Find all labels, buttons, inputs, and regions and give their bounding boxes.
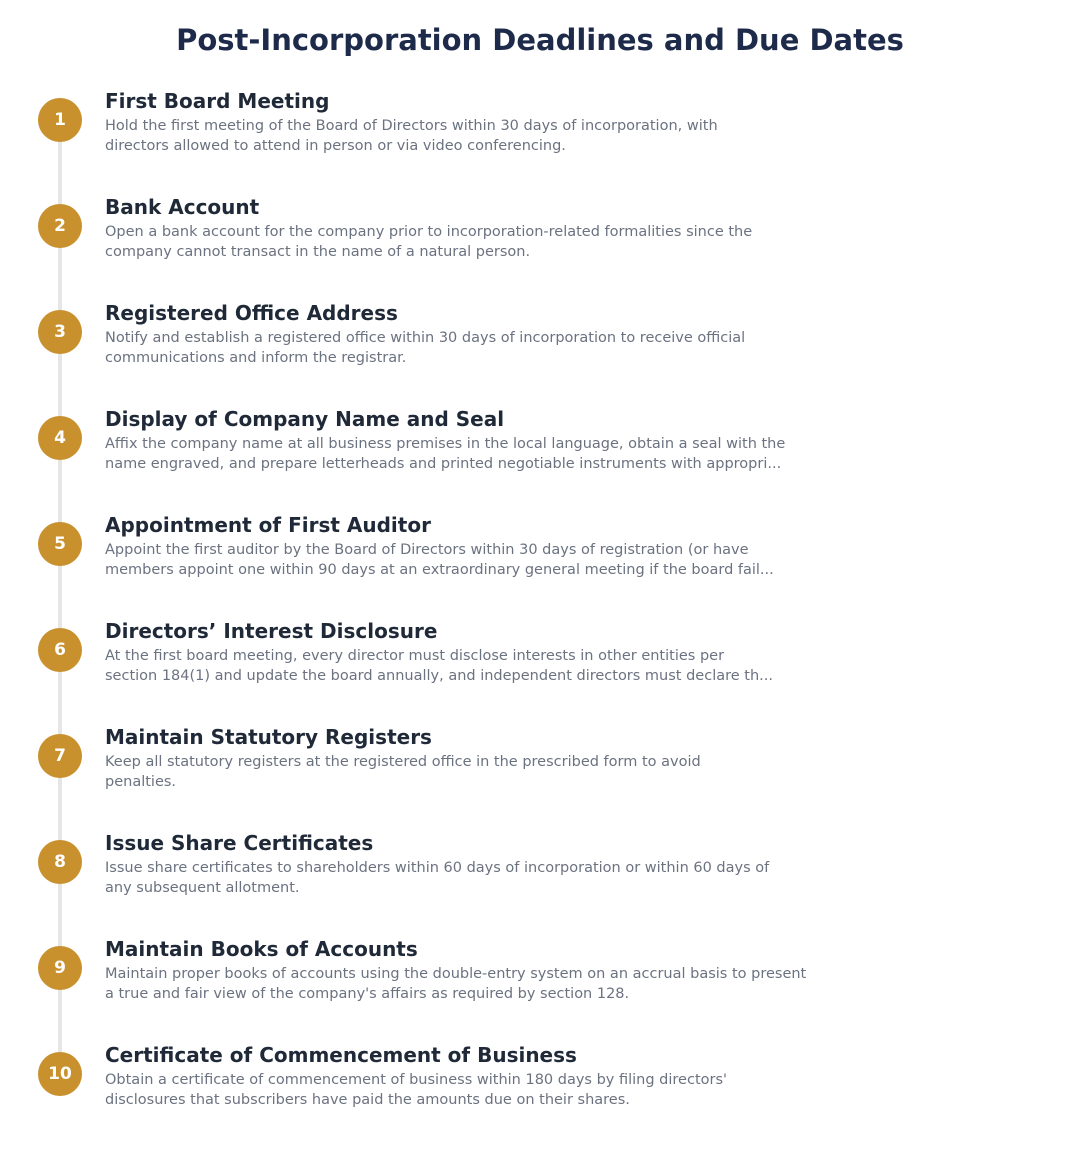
timeline-step	[0, 1043, 1080, 1158]
step-title: Issue Share Certificates	[105, 831, 374, 855]
step-number-badge: 2	[38, 204, 82, 248]
page-title: Post-Incorporation Deadlines and Due Dates	[176, 23, 904, 57]
step-number-badge: 7	[38, 734, 82, 778]
timeline-step	[0, 513, 1080, 628]
step-description: Issue share certificates to shareholders within 60 days of incorporation or within 60 days of any subsequent allotment.	[105, 860, 770, 896]
timeline-step	[0, 725, 1080, 840]
step-number-badge: 10	[38, 1052, 82, 1096]
timeline-step	[0, 89, 1080, 204]
step-title: Bank Account	[105, 195, 260, 219]
step-description: At the first board meeting, every director must disclose interests in other entities per section 184(1) and update the board annually, and independent directors must declare th...	[105, 648, 773, 684]
timeline-step	[0, 195, 1080, 310]
step-description: Appoint the first auditor by the Board of Directors within 30 days of registration (or have members appoint one within 90 days at an extraordinary general meeting if the board fail...	[105, 542, 774, 578]
timeline-step	[0, 619, 1080, 734]
step-description: Notify and establish a registered office within 30 days of incorporation to receive official communications and inform the registrar.	[105, 330, 746, 366]
timeline-step	[0, 407, 1080, 522]
step-number-badge: 5	[38, 522, 82, 566]
step-description: Maintain proper books of accounts using the double-entry system on an accrual basis to present a true and fair view of the company's affairs as required by section 128.	[105, 966, 807, 1002]
step-number-badge: 8	[38, 840, 82, 884]
step-description: Keep all statutory registers at the registered office in the prescribed form to avoid penalties.	[105, 754, 701, 790]
step-title: Certificate of Commencement of Business	[105, 1043, 577, 1067]
timeline-step	[0, 301, 1080, 416]
step-number-badge: 6	[38, 628, 82, 672]
step-title: Registered Office Address	[105, 301, 398, 325]
step-number-badge: 9	[38, 946, 82, 990]
step-number-badge: 4	[38, 416, 82, 460]
step-title: Display of Company Name and Seal	[105, 407, 505, 431]
step-title: Appointment of First Auditor	[105, 513, 431, 537]
step-title: First Board Meeting	[105, 89, 330, 113]
step-number-badge: 3	[38, 310, 82, 354]
step-description: Open a bank account for the company prior to incorporation-related formalities since the company cannot transact in the name of a natural person.	[105, 224, 753, 260]
step-description: Affix the company name at all business premises in the local language, obtain a seal with the name engraved, and prepare letterheads and printed negotiable instruments with appropri...	[105, 436, 786, 472]
timeline-step	[0, 831, 1080, 946]
step-number-badge: 1	[38, 98, 82, 142]
step-description: Obtain a certificate of commencement of business within 180 days by filing directors' disclosures that subscribers have paid the amounts due on their shares.	[105, 1072, 728, 1108]
timeline-step	[0, 937, 1080, 1052]
step-title: Directors’ Interest Disclosure	[105, 619, 438, 643]
step-description: Hold the first meeting of the Board of Directors within 30 days of incorporation, with directors allowed to attend in person or via video conferencing.	[105, 118, 718, 154]
step-title: Maintain Statutory Registers	[105, 725, 432, 749]
step-title: Maintain Books of Accounts	[105, 937, 418, 961]
